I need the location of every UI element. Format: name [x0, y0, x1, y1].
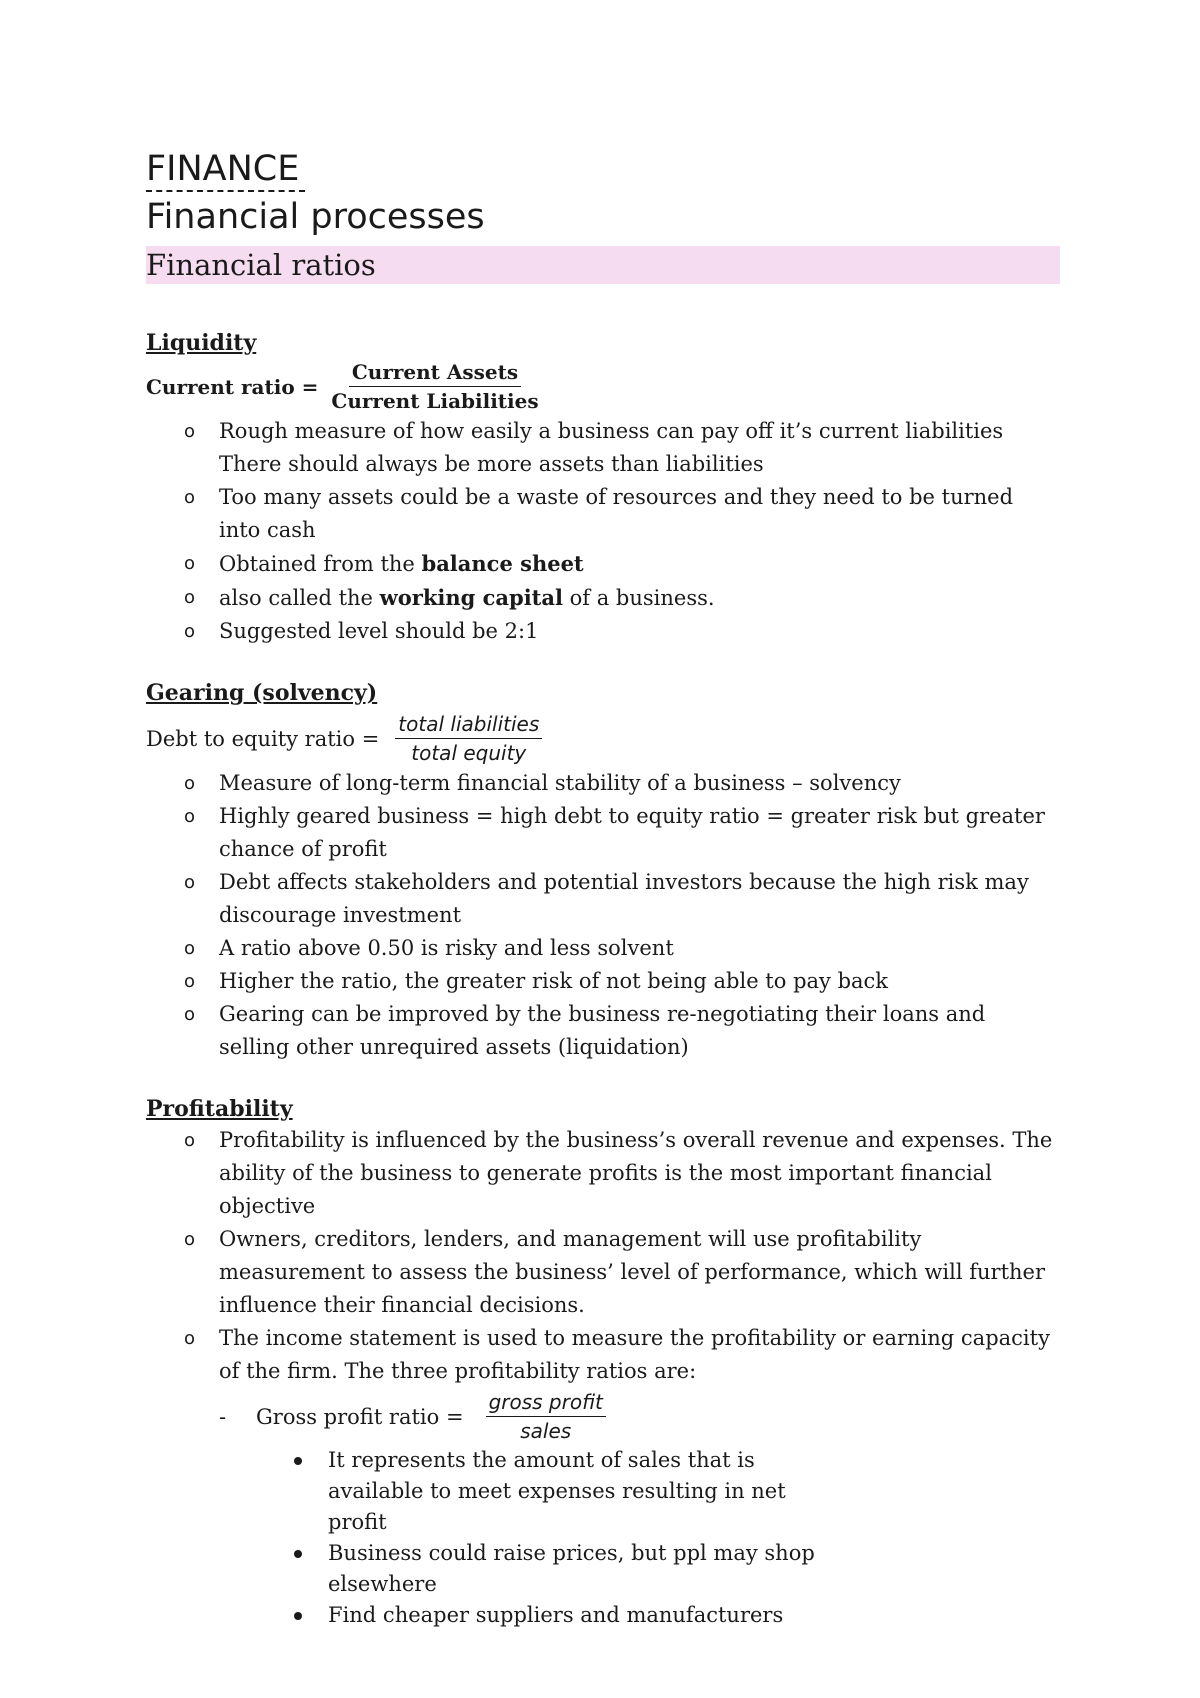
list-item	[146, 866, 1060, 932]
list-item	[146, 1124, 1060, 1223]
list-item-text: Find cheaper suppliers and manufacturers	[328, 1603, 784, 1627]
circle-bullet-icon: o	[184, 806, 196, 827]
list-item	[146, 767, 1060, 800]
fraction-numerator: Current Assets	[349, 358, 521, 387]
list-item-text: A ratio above 0.50 is risky and less solvent	[219, 936, 674, 960]
list-item-text: Measure of long-term financial stability of a business – solvency	[219, 771, 901, 795]
section-band: Financial ratios	[146, 246, 1060, 284]
circle-bullet-icon: o	[184, 487, 196, 508]
list-item	[146, 481, 1060, 547]
doc-title: FINANCE	[146, 148, 305, 192]
circle-bullet-icon: o	[184, 1229, 196, 1250]
formula-label: Gross profit ratio =	[256, 1404, 464, 1429]
fraction-denominator: Current Liabilities	[331, 389, 539, 413]
list-item-text: Rough measure of how easily a business can pay off it’s current liabilities	[219, 419, 1004, 443]
list-item	[146, 581, 1060, 615]
dot-bullet-icon	[294, 1612, 302, 1620]
liquidity-list	[146, 415, 1060, 648]
list-item	[146, 615, 1060, 648]
circle-bullet-icon: o	[184, 773, 196, 794]
list-item-text: Business could raise prices, but ppl may shop elsewhere	[328, 1541, 815, 1596]
circle-bullet-icon: o	[184, 971, 196, 992]
circle-bullet-icon: o	[184, 621, 196, 642]
list-item	[146, 415, 1060, 448]
circle-bullet-icon: o	[184, 938, 196, 959]
circle-bullet-icon: o	[184, 1130, 196, 1151]
profitability-list	[146, 1124, 1060, 1388]
list-item	[146, 932, 1060, 965]
list-item-text: The income statement is used to measure the profitability or earning capacity of the firm. The three profitability ratios are:	[219, 1326, 1050, 1383]
fraction-denominator: sales	[520, 1419, 572, 1443]
gross-profit-points	[146, 1445, 1060, 1631]
gearing-heading: Gearing (solvency)	[146, 680, 378, 706]
fraction	[486, 1388, 606, 1445]
fraction-numerator: total liabilities	[395, 710, 542, 739]
circle-bullet-icon: o	[184, 872, 196, 893]
list-item-text: Too many assets could be a waste of resources and they need to be turned into cash	[219, 485, 1014, 542]
list-item-text: Higher the ratio, the greater risk of not being able to pay back	[219, 969, 889, 993]
bold-term: balance sheet	[421, 551, 584, 576]
list-item-text: Owners, creditors, lenders, and management will use profitability measurement to assess the business’ level of performance, which will further influence their financial decisions.	[219, 1227, 1046, 1317]
list-item-text: Highly geared business = high debt to equity ratio = greater risk but greater chance of profit	[219, 804, 1045, 861]
list-item	[146, 547, 1060, 581]
list-item	[146, 1223, 1060, 1322]
list-item	[146, 1322, 1060, 1388]
list-item-text: Profitability is influenced by the business’s overall revenue and expenses. The ability of the business to generate profits is the most important financial objective	[219, 1128, 1053, 1218]
formula-label: Current ratio =	[146, 374, 319, 399]
fraction	[395, 710, 542, 767]
gearing-list	[146, 767, 1060, 1064]
current-ratio-formula	[146, 358, 1060, 415]
circle-bullet-icon: o	[184, 421, 196, 442]
dash-bullet-icon: -	[219, 1404, 227, 1429]
liquidity-heading: Liquidity	[146, 330, 257, 356]
list-item	[146, 800, 1060, 866]
fraction	[328, 358, 541, 415]
list-item-text: Gearing can be improved by the business re-negotiating their loans and selling other unrequired assets (liquidation)	[219, 1002, 986, 1059]
circle-bullet-icon: o	[184, 1328, 196, 1349]
list-item	[146, 1538, 1060, 1600]
profitability-heading: Profitability	[146, 1096, 293, 1122]
list-item-text: of a business.	[562, 586, 715, 610]
formula-label: Debt to equity ratio =	[146, 726, 380, 751]
fraction-denominator: total equity	[411, 741, 527, 765]
gross-profit-formula	[146, 1388, 1060, 1445]
list-item-text: Obtained from the	[219, 552, 422, 576]
dot-bullet-icon	[294, 1550, 302, 1558]
bold-term: working capital	[379, 585, 563, 610]
circle-bullet-icon: o	[184, 1004, 196, 1025]
dot-bullet-icon	[294, 1457, 302, 1465]
list-item-text: It represents the amount of sales that is available to meet expenses resulting in net profit	[328, 1448, 786, 1534]
list-item-text: There should always be more assets than liabilities	[219, 452, 764, 476]
list-item-text: also called the	[219, 586, 380, 610]
list-item	[146, 1445, 1060, 1538]
circle-bullet-icon: o	[184, 553, 196, 574]
fraction-numerator: gross profit	[486, 1388, 606, 1417]
list-item	[146, 965, 1060, 998]
list-item	[146, 998, 1060, 1064]
doc-subtitle: Financial processes	[146, 197, 485, 237]
list-item	[146, 1600, 1060, 1631]
list-item-text: Debt affects stakeholders and potential investors because the high risk may discourage investment	[219, 870, 1029, 927]
list-item-text: Suggested level should be 2:1	[219, 619, 539, 643]
debt-equity-formula	[146, 710, 1060, 767]
list-item-continuation	[146, 448, 1060, 481]
circle-bullet-icon: o	[184, 587, 196, 608]
